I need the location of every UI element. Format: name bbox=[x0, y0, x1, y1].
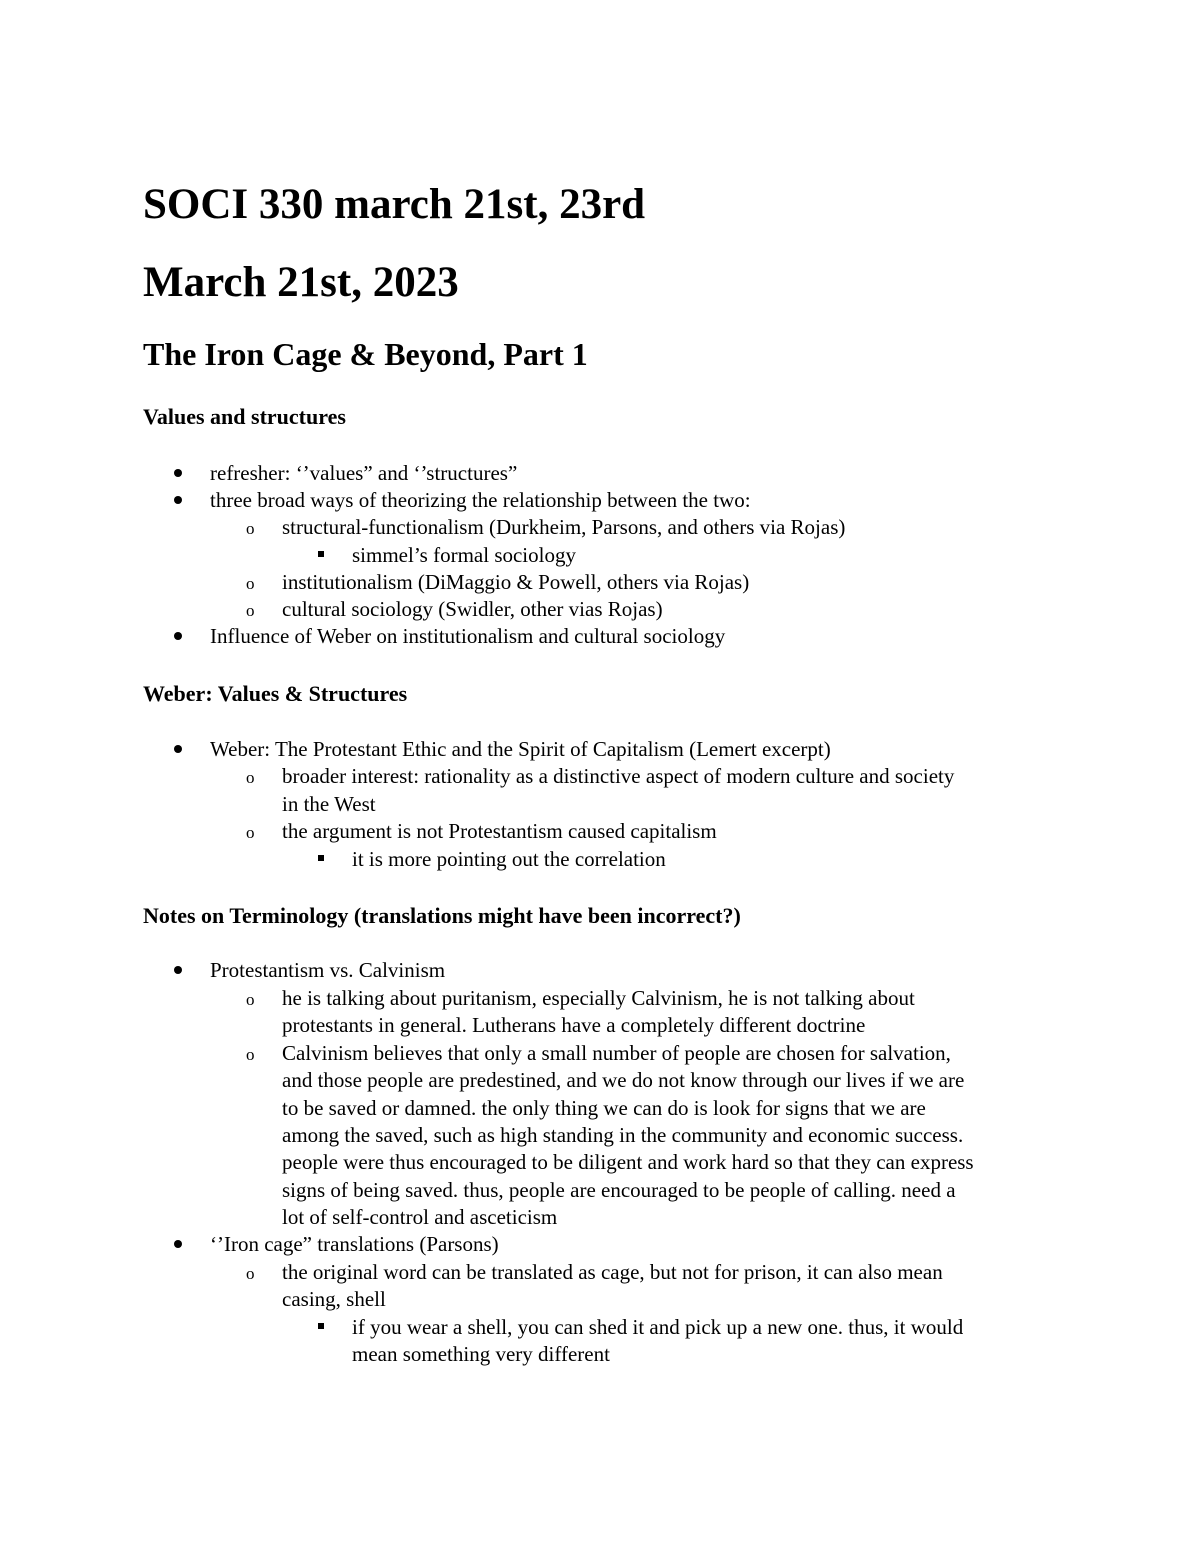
section-heading-weber: Weber: Values & Structures bbox=[143, 681, 408, 706]
bullet-square bbox=[318, 551, 324, 557]
bullet-disc bbox=[174, 745, 182, 753]
list-item: Protestantism vs. Calvinism bbox=[210, 958, 446, 982]
list-item: Influence of Weber on institutionalism and cultural sociology bbox=[210, 624, 726, 648]
list-item-continued: protestants in general. Lutherans have a completely different doctrine bbox=[282, 1013, 866, 1037]
lecture-title: The Iron Cage & Beyond, Part 1 bbox=[143, 336, 588, 372]
bullet-disc bbox=[174, 469, 182, 477]
list-item: structural-functionalism (Durkheim, Parsons, and others via Rojas) bbox=[282, 515, 846, 539]
bullet-circle: o bbox=[246, 574, 255, 593]
list-item-continued: casing, shell bbox=[282, 1287, 386, 1311]
list-item: Calvinism believes that only a small number of people are chosen for salvation, bbox=[282, 1041, 951, 1065]
bullet-circle: o bbox=[246, 601, 255, 620]
bullet-circle: o bbox=[246, 1264, 255, 1283]
bullet-circle: o bbox=[246, 768, 255, 787]
list-item-continued: among the saved, such as high standing in the community and economic success. bbox=[282, 1123, 964, 1147]
list-item: ‘’Iron cage” translations (Parsons) bbox=[210, 1232, 499, 1256]
list-item-continued: and those people are predestined, and we do not know through our lives if we are bbox=[282, 1068, 965, 1092]
bullet-square bbox=[318, 855, 324, 861]
list-item: if you wear a shell, you can shed it and pick up a new one. thus, it would bbox=[352, 1315, 964, 1339]
list-item: institutionalism (DiMaggio & Powell, others via Rojas) bbox=[282, 570, 750, 594]
list-item: broader interest: rationality as a distinctive aspect of modern culture and society bbox=[282, 764, 955, 788]
bullet-disc bbox=[174, 632, 182, 640]
list-item: it is more pointing out the correlation bbox=[352, 847, 666, 871]
list-item: refresher: ‘’values” and ‘’structures” bbox=[210, 461, 518, 485]
bullet-circle: o bbox=[246, 519, 255, 538]
list-item: simmel’s formal sociology bbox=[352, 543, 576, 567]
bullet-circle: o bbox=[246, 1045, 255, 1064]
list-item-continued: mean something very different bbox=[352, 1342, 610, 1366]
bullet-square bbox=[318, 1323, 324, 1329]
list-item: the argument is not Protestantism caused capitalism bbox=[282, 819, 717, 843]
list-item: cultural sociology (Swidler, other vias Rojas) bbox=[282, 597, 663, 621]
bullet-circle: o bbox=[246, 990, 255, 1009]
document-title: SOCI 330 march 21st, 23rd bbox=[143, 181, 646, 228]
list-item-continued: lot of self-control and asceticism bbox=[282, 1205, 558, 1229]
list-item: the original word can be translated as cage, but not for prison, it can also mean bbox=[282, 1260, 943, 1284]
list-item-continued: to be saved or damned. the only thing we can do is look for signs that we are bbox=[282, 1096, 926, 1120]
section-heading-terminology: Notes on Terminology (translations might have been incorrect?) bbox=[143, 903, 741, 928]
list-item: Weber: The Protestant Ethic and the Spirit of Capitalism (Lemert excerpt) bbox=[210, 737, 831, 761]
list-item: three broad ways of theorizing the relationship between the two: bbox=[210, 488, 751, 512]
date-heading: March 21st, 2023 bbox=[143, 259, 459, 306]
list-item-continued: signs of being saved. thus, people are encouraged to be people of calling. need a bbox=[282, 1178, 956, 1202]
section-heading-values-structures: Values and structures bbox=[143, 404, 346, 429]
list-item: he is talking about puritanism, especially Calvinism, he is not talking about bbox=[282, 986, 915, 1010]
bullet-disc bbox=[174, 1240, 182, 1248]
bullet-disc bbox=[174, 496, 182, 504]
bullet-circle: o bbox=[246, 823, 255, 842]
list-item-continued: in the West bbox=[282, 792, 376, 816]
bullet-disc bbox=[174, 966, 182, 974]
list-item-continued: people were thus encouraged to be diligent and work hard so that they can express bbox=[282, 1150, 974, 1174]
